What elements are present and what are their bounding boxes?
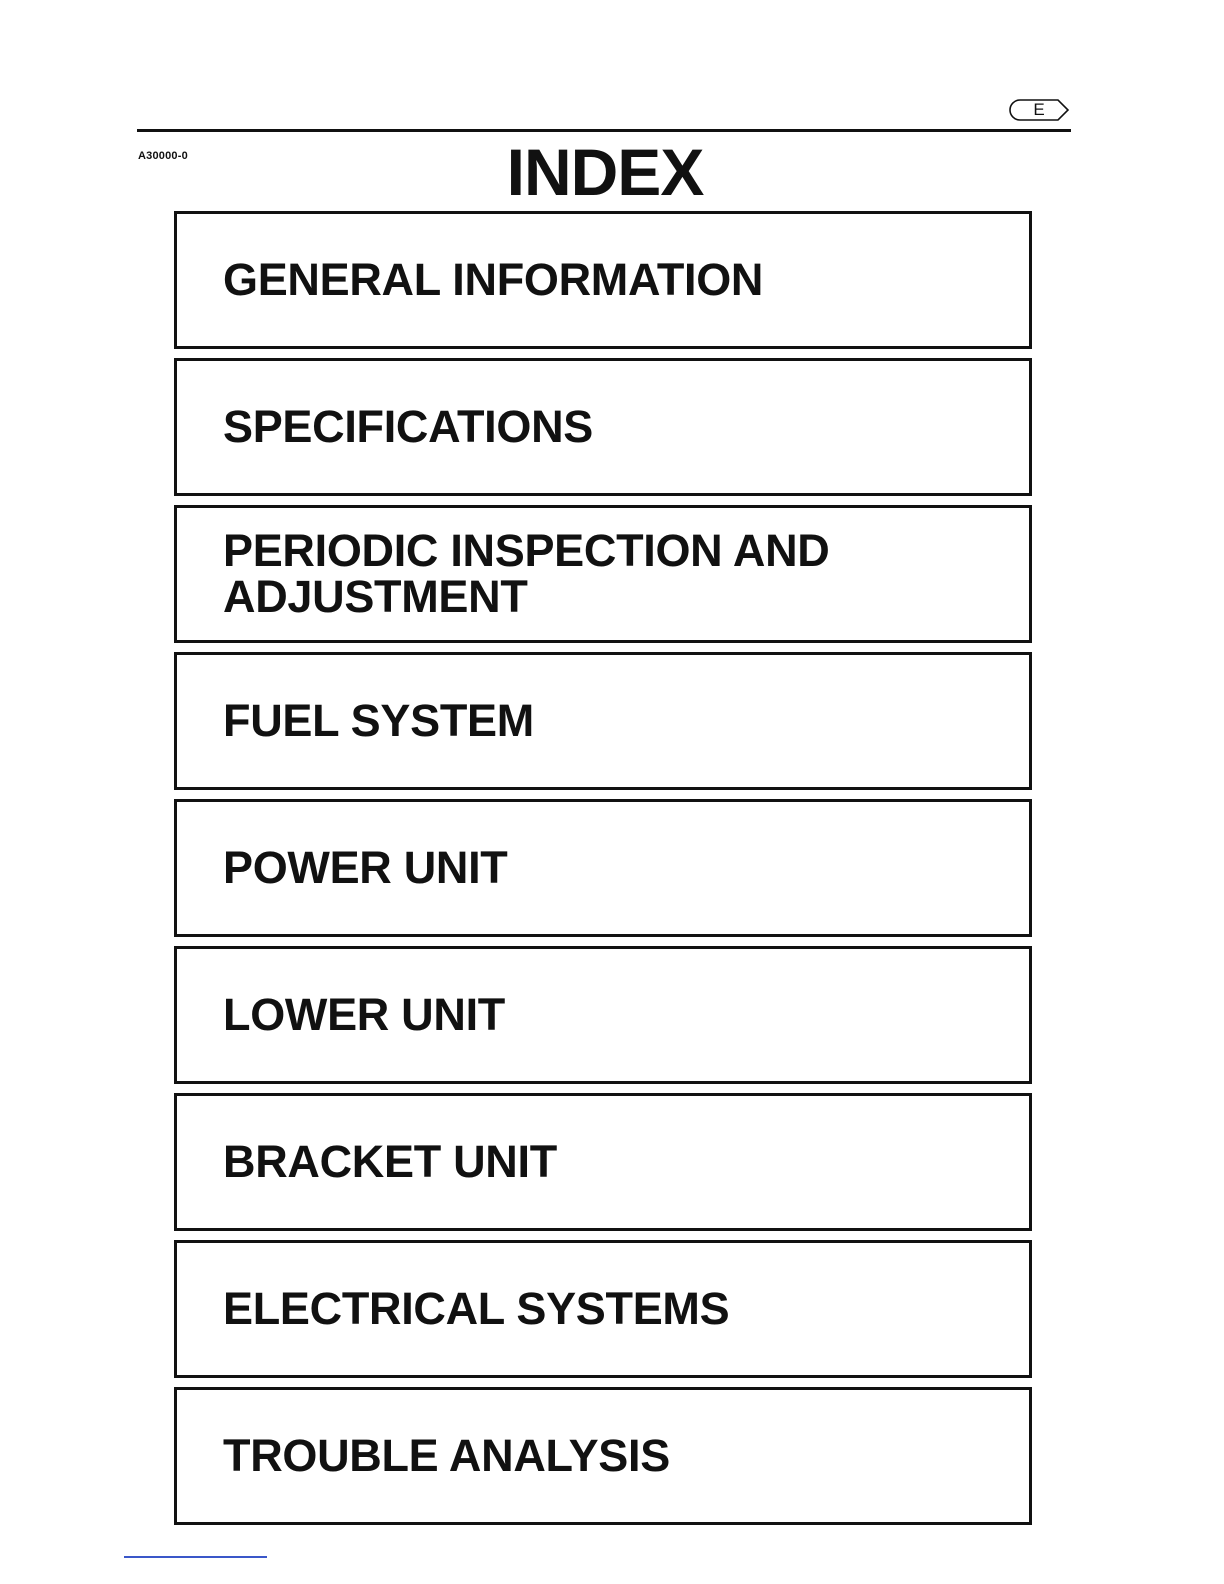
index-item-specifications[interactable] <box>174 358 1032 496</box>
index-item-label: LOWER UNIT <box>223 989 505 1040</box>
index-item-label: ELECTRICAL SYSTEMS <box>223 1283 730 1334</box>
index-item-power-unit[interactable] <box>174 799 1032 937</box>
index-item-lower-unit[interactable] <box>174 946 1032 1084</box>
index-item-label: TROUBLE ANALYSIS <box>223 1430 670 1481</box>
page-title: INDEX <box>506 135 704 209</box>
index-item-label: POWER UNIT <box>223 842 508 893</box>
index-item-label: PERIODIC INSPECTION AND ADJUSTMENT <box>223 525 830 622</box>
index-item-label: BRACKET UNIT <box>223 1136 557 1187</box>
index-item-trouble-analysis[interactable] <box>174 1387 1032 1525</box>
index-item-label: GENERAL INFORMATION <box>223 254 764 305</box>
index-item-general-information[interactable] <box>174 211 1032 349</box>
index-item-label: SPECIFICATIONS <box>223 401 593 452</box>
index-item-periodic-inspection[interactable] <box>174 505 1032 643</box>
document-code: A30000-0 <box>138 150 188 162</box>
index-item-electrical-systems[interactable] <box>174 1240 1032 1378</box>
index-item-bracket-unit[interactable] <box>174 1093 1032 1231</box>
index-item-fuel-system[interactable] <box>174 652 1032 790</box>
language-badge <box>1008 98 1070 122</box>
index-item-label: FUEL SYSTEM <box>223 695 534 746</box>
language-badge-letter: E <box>1033 100 1045 119</box>
link-underline <box>124 1556 267 1558</box>
index-list <box>174 211 1032 1534</box>
header-rule <box>137 129 1071 132</box>
